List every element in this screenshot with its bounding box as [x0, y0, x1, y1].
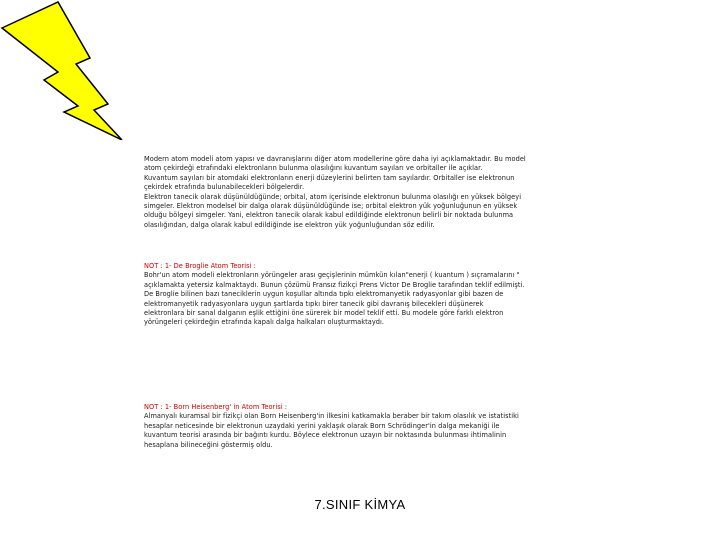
- footer-caption: 7.SINIF KİMYA: [314, 497, 406, 512]
- paragraph-heisenberg-note: [144, 403, 584, 450]
- bolt-shape: [2, 2, 122, 140]
- text-line: De Broglie bilinen bazı taneciklerin uygun koşullar altında tıpkı elektromanyetik radyasyonlar gibi bazen de: [144, 290, 504, 299]
- text-line: Bohr'un atom modeli elektronların yörüngeler arası geçişlerinin mümkün kılan"enerji ( kuantum ) sıçramalarını ": [144, 271, 520, 280]
- text-line: atom çekirdeği etrafındaki elektronların bulunma olasılığını kuvantum sayıları ve orbitaller ile açıklar.: [144, 164, 483, 173]
- note-title-de-broglie: NOT : 1- De Broglie Atom Teorisi :: [144, 262, 256, 270]
- text-line: olduğu bölgeyi simgeler. Yani, elektron tanecik olarak kabul edildiğinde elektronun belirli bir noktada bulunma: [144, 211, 514, 220]
- text-line: hesaplar neticesinde bir elektronun uzaydaki yerini yaklaşık olarak Born Schrödinger'in dalga mekaniği ile: [144, 421, 500, 430]
- text-line: simgeler. Elektron modelsel bir dalga olarak düşünüldüğünde ise; orbital elektron yük yoğunluğunun en yüksek: [144, 202, 518, 211]
- text-line: yörüngeleri çekirdeğin etrafında kapalı dalga halkaları oluşturmaktaydı.: [144, 318, 385, 327]
- text-line: Kuvantum sayıları bir atomdaki elektronların enerji düzeylerini belirten tam sayılardır. Orbitaller ise elektronun: [144, 173, 515, 182]
- text-line: kuvantum teorisi arasında bir bağıntı kurdu. Böylece elektronun uzayın bir noktasında bulunması ihtimalinin: [144, 431, 507, 440]
- text-line: açıklamakta yetersiz kalmaktaydı. Bunun çözümü Fransız fizikçi Prens Victor De Broglie tarafından teklif edilmişti.: [144, 280, 525, 289]
- text-line: olasılığından, dalga olarak kabul edildiğinde ise elektron yük yoğunluğundan söz edilir.: [144, 220, 435, 229]
- note-title-heisenberg: NOT : 1- Born Heisenberg' in Atom Teorisi :: [144, 403, 288, 411]
- text-line: elektronlara bir sanal dalganın eşlik ettiğini öne sürerek bir model teklif etti. Bu modele göre farklı elektron: [144, 309, 504, 318]
- text-line: Elektron tanecik olarak düşünüldüğünde; orbital, atom içerisinde elektronun bulunma olasılığı en yüksek bölgeyi: [144, 192, 522, 201]
- paragraph-de-broglie-note: [144, 262, 584, 328]
- text-line: Almanyalı kuramsal bir fizikçi olan Born Heisenberg'in ilkesini katkamakla beraber bir takım olasılık ve istatistiki: [144, 412, 519, 421]
- text-line: Modern atom modeli atom yapısı ve davranışlarını diğer atom modellerine göre daha iyi açıklamaktadır. Bu model: [144, 155, 526, 163]
- paragraph-modern-atom-model: [144, 155, 584, 230]
- text-line: elektromanyetik radyasyonlara uygun şartlarda tıpkı birer tanecik gibi davranış bilecekleri düşünerek: [144, 299, 484, 308]
- lightning-bolt-icon: [0, 0, 130, 140]
- text-line: çekirdek etrafında bulunabilecekleri bölgelerdir.: [144, 183, 305, 192]
- text-line: hesaplana bilineceğini göstermiş oldu.: [144, 440, 273, 449]
